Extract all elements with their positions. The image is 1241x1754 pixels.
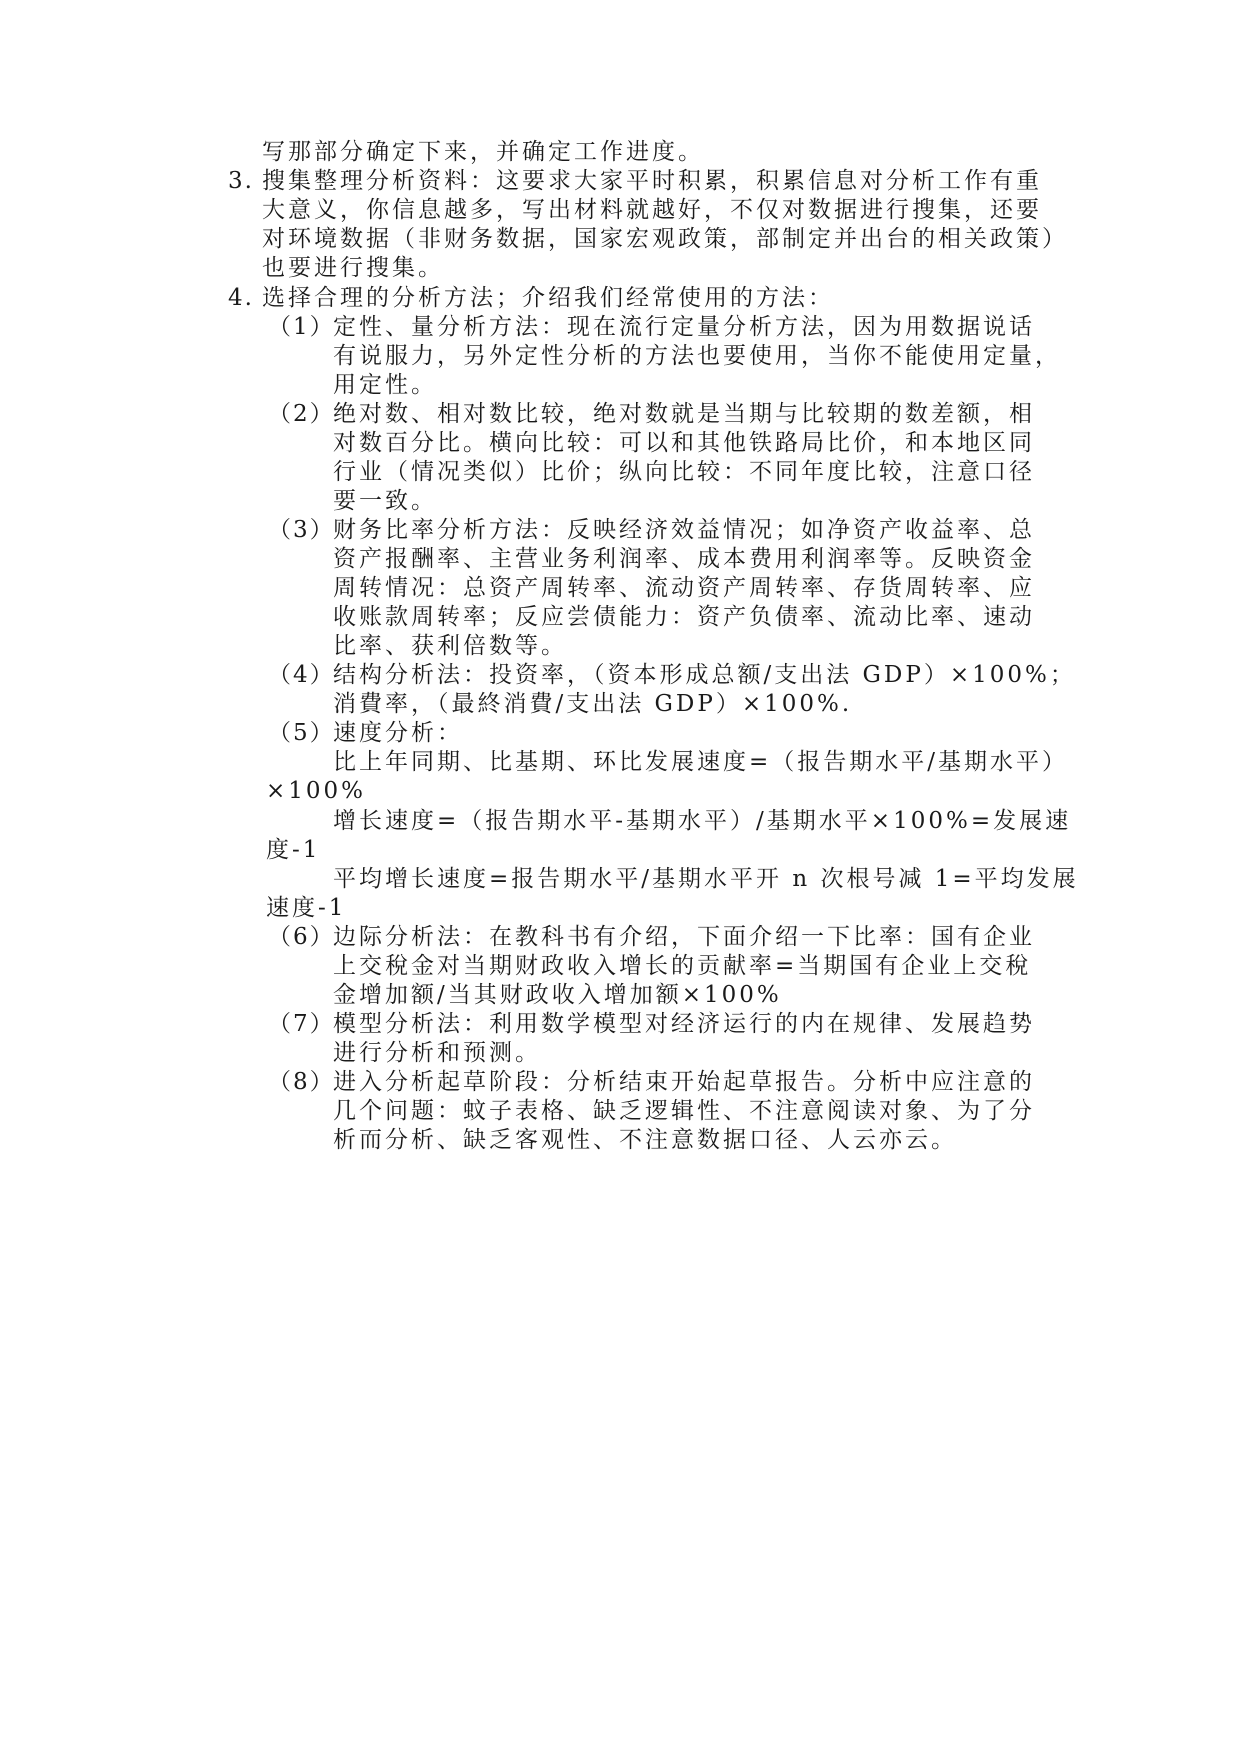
subitem-8-line: 析而分析、缺乏客观性、不注意数据口径、人云亦云。: [333, 1127, 957, 1153]
subitem-2-line: 要一致。: [333, 488, 437, 514]
formula-average-rate: 平均增长速度=报告期水平/基期水平开 n 次根号减 1=平均发展: [333, 866, 1079, 892]
subitem-1-number: （1）: [268, 314, 335, 340]
subitem-5-number: （5）: [268, 720, 335, 746]
subitem-3-line: 周转情况：总资产周转率、流动资产周转率、存货周转率、应: [333, 575, 1035, 601]
subitem-6-number: （6）: [268, 924, 335, 950]
intro-line: 写那部分确定下来，并确定工作进度。: [262, 139, 704, 165]
item-4-number: 4.: [228, 285, 254, 311]
subitem-2-line: 行业（情况类似）比价；纵向比较：不同年度比较，注意口径: [333, 459, 1035, 485]
subitem-6-line: 金增加额/当其财政收入增加额×100%: [333, 982, 782, 1008]
subitem-3-line: 财务比率分析方法：反映经济效益情况；如净资产收益率、总: [333, 517, 1035, 543]
formula-growth-rate-wrap: ×100%: [266, 778, 367, 804]
subitem-1-line: 有说服力，另外定性分析的方法也要使用，当你不能使用定量，: [333, 343, 1061, 369]
subitem-1-line: 用定性。: [333, 372, 437, 398]
subitem-2-line: 绝对数、相对数比较，绝对数就是当期与比较期的数差额，相: [333, 401, 1035, 427]
subitem-1-line: 定性、量分析方法：现在流行定量分析方法，因为用数据说话: [333, 314, 1035, 340]
subitem-3-line: 比率、获利倍数等。: [333, 633, 567, 659]
subitem-4-number: （4）: [268, 662, 335, 688]
subitem-7-line: 进行分析和预测。: [333, 1040, 541, 1066]
subitem-2-line: 对数百分比。横向比较：可以和其他铁路局比价，和本地区同: [333, 430, 1035, 456]
formula-average-rate-wrap: 速度-1: [266, 895, 347, 921]
item-3-line: 也要进行搜集。: [262, 255, 444, 281]
subitem-7-number: （7）: [268, 1011, 335, 1037]
subitem-7-line: 模型分析法：利用数学模型对经济运行的内在规律、发展趋势: [333, 1011, 1035, 1037]
subitem-8-line: 几个问题：蚊子表格、缺乏逻辑性、不注意阅读对象、为了分: [333, 1098, 1035, 1124]
subitem-8-line: 进入分析起草阶段：分析结束开始起草报告。分析中应注意的: [333, 1069, 1035, 1095]
subitem-6-line: 边际分析法：在教科书有介绍，下面介绍一下比率：国有企业: [333, 924, 1035, 950]
item-3-line: 大意义，你信息越多，写出材料就越好，不仅对数据进行搜集，还要: [262, 197, 1042, 223]
subitem-3-line: 收账款周转率；反应尝债能力：资产负债率、流动比率、速动: [333, 604, 1035, 630]
subitem-6-line: 上交稅金对当期财政收入增长的贡献率=当期国有企业上交稅: [333, 953, 1032, 979]
subitem-5-line: 速度分析：: [333, 720, 463, 746]
formula-increase-rate: 增长速度=（报告期水平-基期水平）/基期水平×100%=发展速: [333, 808, 1072, 834]
subitem-3-number: （3）: [268, 517, 335, 543]
item-3-line: 对环境数据（非财务数据，国家宏观政策，部制定并出台的相关政策）: [262, 226, 1068, 252]
item-4-line: 选择合理的分析方法；介绍我们经常使用的方法：: [262, 285, 834, 311]
subitem-2-number: （2）: [268, 401, 335, 427]
item-3-number: 3.: [228, 168, 254, 194]
formula-increase-rate-wrap: 度-1: [266, 837, 321, 863]
subitem-4-line: 消費率，（最終消費/支出法 GDP）×100%.: [333, 691, 853, 717]
subitem-3-line: 资产报酬率、主营业务利润率、成本费用利润率等。反映资金: [333, 546, 1035, 572]
formula-growth-rate: 比上年同期、比基期、环比发展速度=（报告期水平/基期水平）: [333, 749, 1069, 775]
subitem-8-number: （8）: [268, 1069, 335, 1095]
subitem-4-line: 结构分析法：投资率，（资本形成总额/支出法 GDP）×100%；: [333, 662, 1076, 688]
item-3-line: 搜集整理分析资料：这要求大家平时积累，积累信息对分析工作有重: [262, 168, 1042, 194]
